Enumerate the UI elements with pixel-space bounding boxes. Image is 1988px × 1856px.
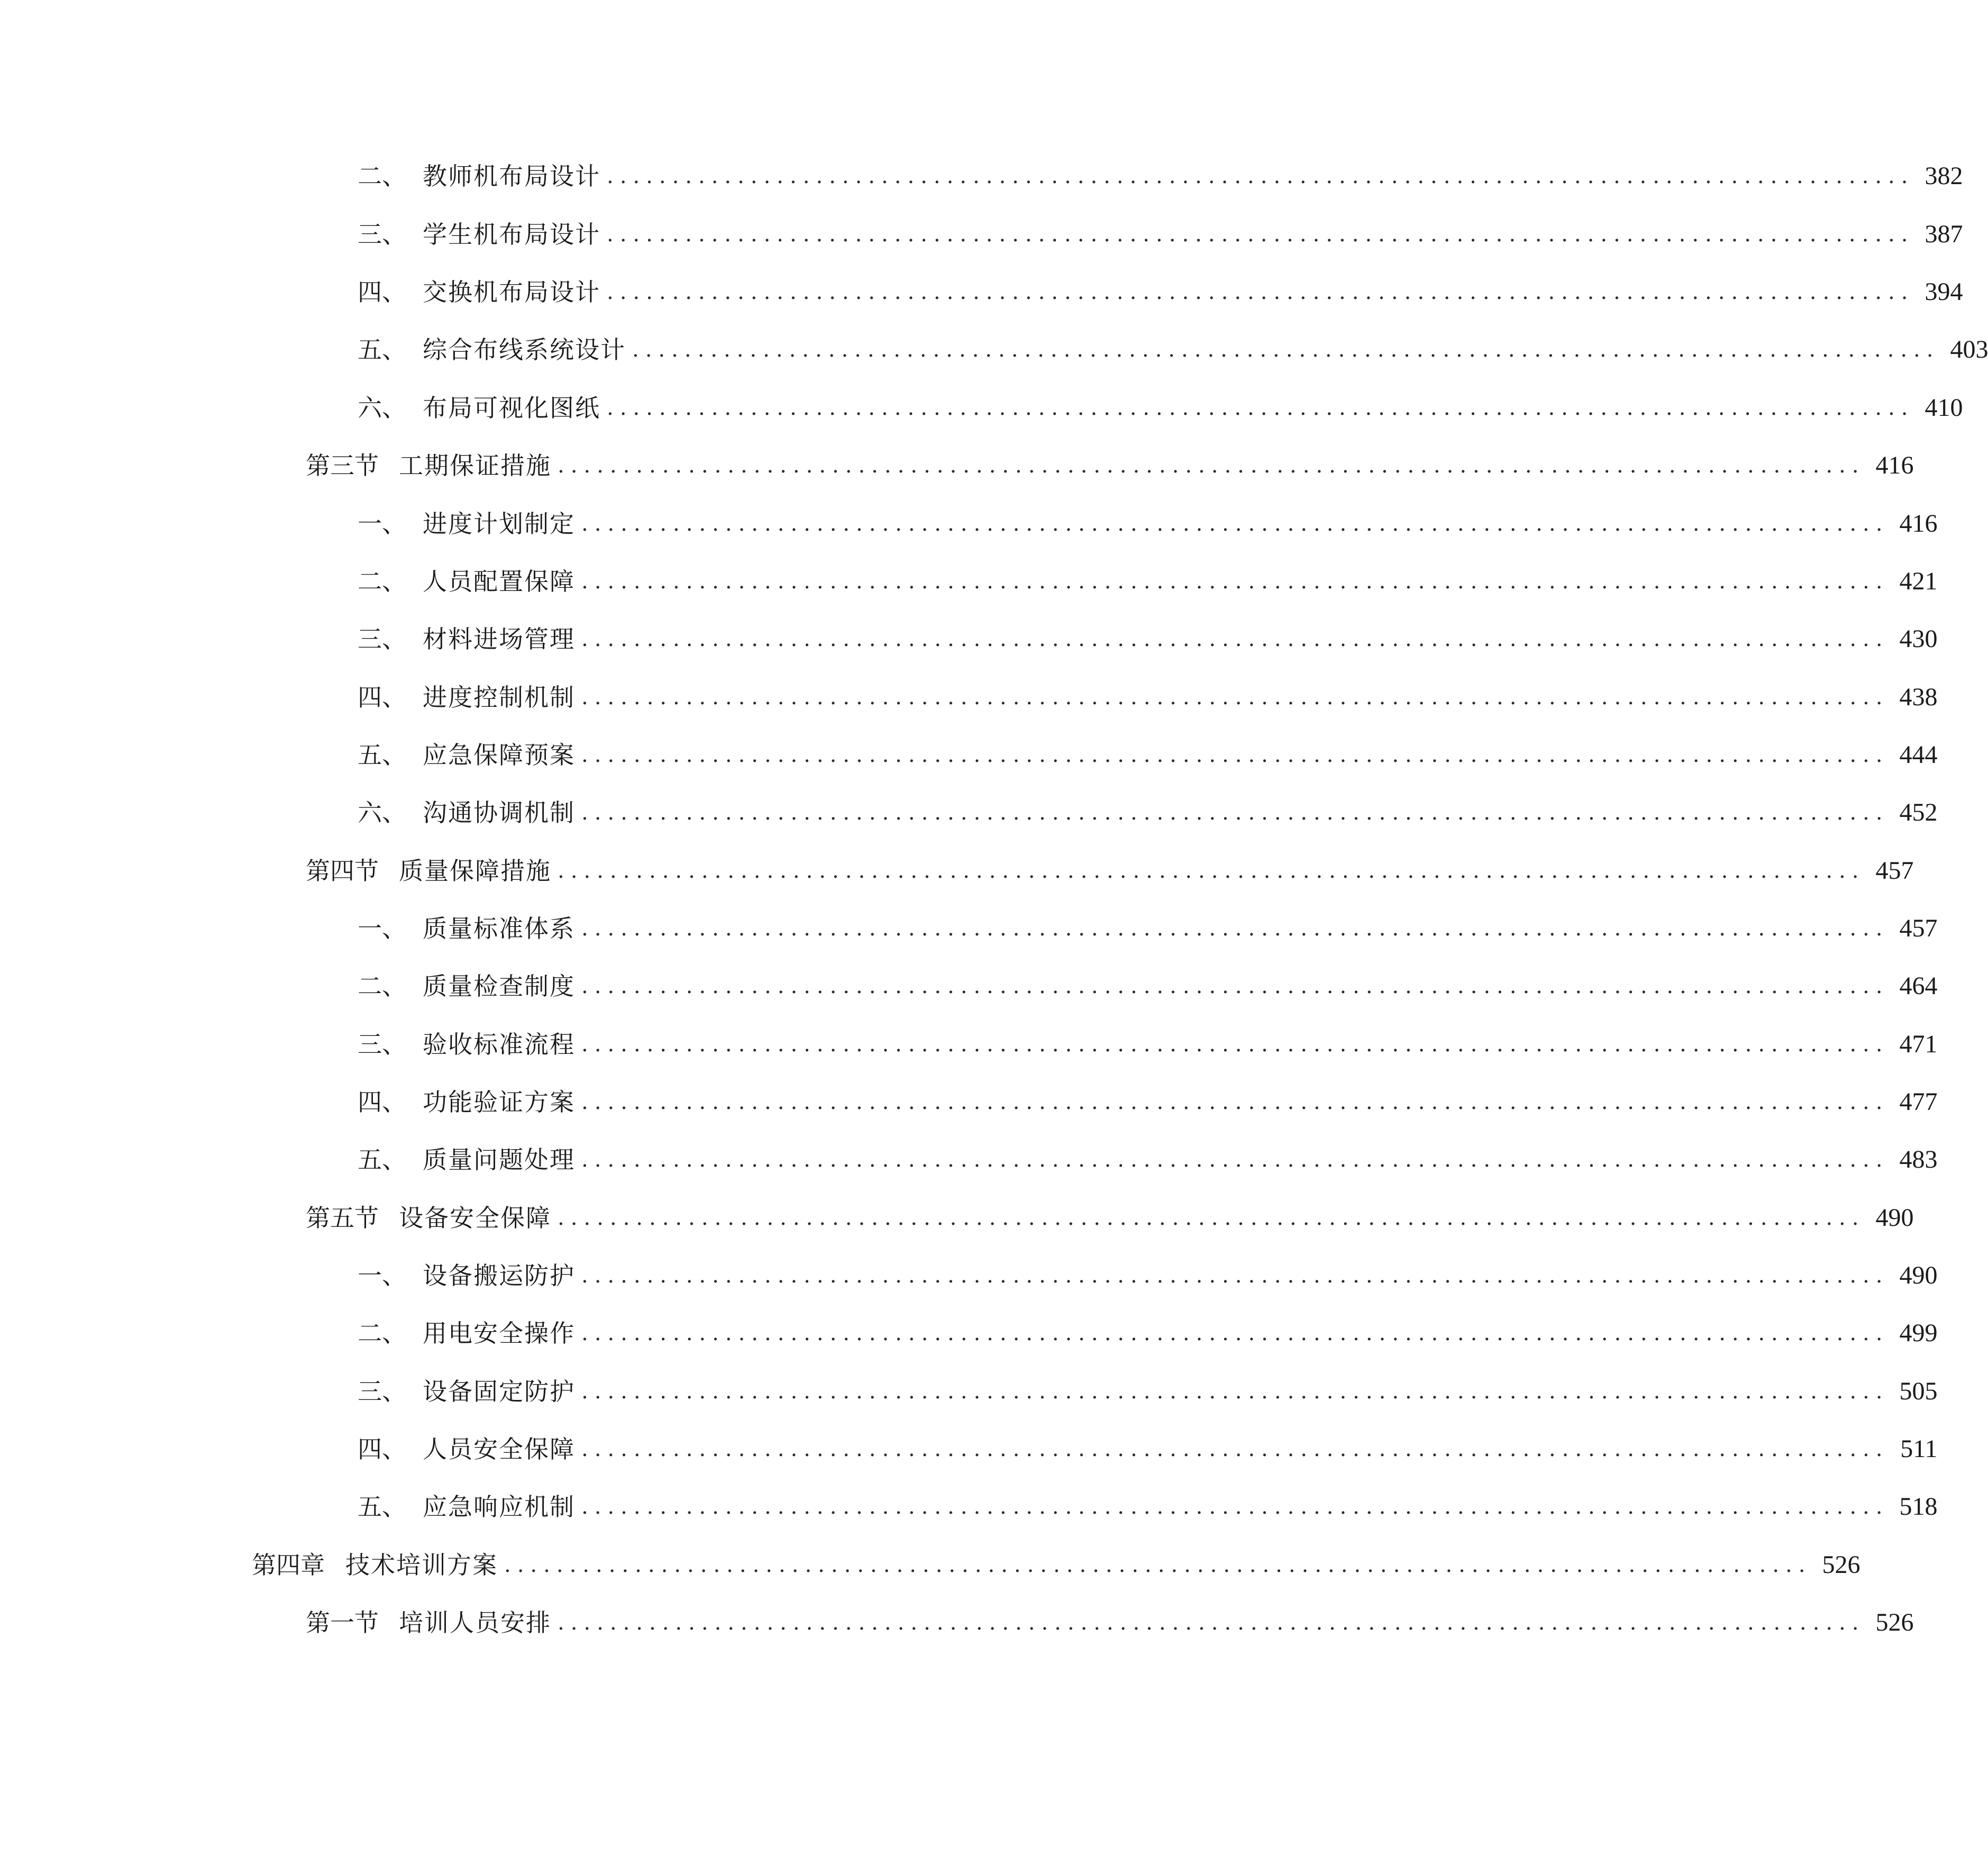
- toc-entry-page: 457: [1899, 914, 1938, 942]
- toc-entry-title: 交换机布局设计: [423, 278, 600, 306]
- toc-entry[interactable]: [358, 503, 1938, 545]
- toc-entry-number: 第四节: [306, 857, 379, 885]
- toc-entry-number: 三、: [358, 625, 406, 653]
- toc-entry-number: 五、: [358, 335, 406, 364]
- toc-entry-page: 518: [1899, 1493, 1938, 1521]
- toc-entry-title: 进度计划制定: [423, 510, 575, 538]
- toc-entry-number: 第三节: [306, 451, 379, 480]
- toc-entry-page: 471: [1899, 1030, 1938, 1058]
- toc-entry[interactable]: [358, 387, 1963, 429]
- toc-leader-dots: ....................................................................................................: [581, 685, 1889, 709]
- toc-entry[interactable]: [358, 329, 1988, 371]
- toc-entry[interactable]: [358, 560, 1938, 603]
- toc-entry-page: 394: [1925, 278, 1963, 306]
- toc-leader-dots: ....................................................................................................: [581, 1379, 1889, 1404]
- toc-entry[interactable]: [306, 444, 1914, 487]
- toc-leader-dots: ....................................................................................................: [607, 222, 1914, 247]
- toc-entry[interactable]: [358, 1486, 1938, 1528]
- toc-leader-dots: ....................................................................................................: [607, 396, 1914, 420]
- toc-entry-number: 一、: [358, 914, 406, 943]
- toc-leader-dots: ....................................................................................................: [581, 974, 1889, 998]
- toc-entry-page: 444: [1899, 741, 1938, 769]
- toc-entry-page: 438: [1899, 683, 1938, 711]
- toc-entry-number: 二、: [358, 972, 406, 1000]
- toc-leader-dots: ....................................................................................................: [581, 800, 1889, 825]
- toc-entry-number: 三、: [358, 220, 406, 249]
- toc-leader-dots: ....................................................................................................: [581, 569, 1889, 594]
- toc-entry-page: 526: [1822, 1551, 1861, 1579]
- toc-entry-title: 工期保证措施: [399, 451, 551, 480]
- toc-entry[interactable]: [358, 676, 1938, 718]
- toc-entry-title: 人员安全保障: [423, 1435, 575, 1463]
- toc-entry[interactable]: [358, 1081, 1938, 1123]
- toc-leader-dots: ....................................................................................................: [607, 164, 1914, 188]
- toc-leader-dots: ....................................................................................................: [581, 916, 1889, 941]
- toc-entry-number: 第一节: [306, 1608, 379, 1637]
- toc-entry-page: 505: [1899, 1377, 1938, 1405]
- toc-entry-number: 三、: [358, 1030, 406, 1059]
- toc-entry[interactable]: [358, 1023, 1938, 1066]
- toc-entry-title: 用电安全操作: [423, 1319, 575, 1348]
- toc-entry-number: 三、: [358, 1377, 406, 1406]
- toc-entry-number: 六、: [358, 798, 406, 827]
- toc-leader-dots: ....................................................................................................: [581, 1263, 1889, 1288]
- toc-entry-number: 四、: [358, 683, 406, 712]
- toc-entry-title: 进度控制机制: [423, 683, 575, 712]
- toc-entry[interactable]: [358, 618, 1938, 660]
- toc-entry-number: 五、: [358, 1145, 406, 1174]
- toc-entry-title: 人员配置保障: [423, 567, 575, 596]
- toc-leader-dots: ....................................................................................................: [581, 1495, 1889, 1519]
- toc-entry-number: 二、: [358, 567, 406, 596]
- toc-entry-number: 六、: [358, 394, 406, 422]
- toc-entry[interactable]: [358, 1370, 1938, 1413]
- toc-entry-page: 477: [1899, 1088, 1938, 1116]
- toc-entry[interactable]: [306, 1197, 1914, 1239]
- toc-entry-title: 应急保障预案: [423, 741, 575, 769]
- toc-leader-dots: ....................................................................................................: [558, 1206, 1865, 1230]
- toc-entry-number: 一、: [358, 1261, 406, 1290]
- toc-entry[interactable]: [358, 1428, 1938, 1470]
- toc-entry[interactable]: [358, 734, 1938, 776]
- toc-entry-page: 457: [1875, 857, 1914, 885]
- toc-entry-title: 质量标准体系: [423, 914, 575, 943]
- toc-entry-page: 416: [1899, 510, 1938, 538]
- toc-entry-title: 技术培训方案: [345, 1551, 498, 1579]
- toc-entry-title: 应急响应机制: [423, 1493, 575, 1521]
- toc-entry-page: 410: [1925, 394, 1963, 422]
- toc-entry[interactable]: [358, 965, 1938, 1007]
- toc-entry-number: 四、: [358, 1088, 406, 1116]
- toc-entry[interactable]: [358, 791, 1938, 834]
- toc-entry[interactable]: [358, 213, 1963, 256]
- toc-entry[interactable]: [358, 1254, 1938, 1297]
- toc-entry-title: 设备固定防护: [423, 1377, 575, 1406]
- toc-entry[interactable]: [358, 271, 1963, 313]
- toc-entry[interactable]: [252, 1544, 1861, 1586]
- toc-entry-page: 430: [1899, 625, 1938, 653]
- toc-leader-dots: ....................................................................................................: [581, 1032, 1889, 1057]
- toc-entry-page: 421: [1899, 567, 1938, 595]
- toc-entry-page: 490: [1899, 1261, 1938, 1289]
- toc-entry-title: 质量保障措施: [399, 857, 551, 885]
- toc-entry-title: 质量检查制度: [423, 972, 575, 1000]
- toc-leader-dots: ....................................................................................................: [581, 1321, 1889, 1345]
- toc-entry-title: 布局可视化图纸: [423, 394, 600, 422]
- toc-entry-title: 教师机布局设计: [423, 162, 600, 190]
- toc-entry-number: 四、: [358, 278, 406, 306]
- toc-entry-page: 483: [1899, 1145, 1938, 1173]
- toc-entry-number: 二、: [358, 162, 406, 190]
- toc-entry-title: 质量问题处理: [423, 1145, 575, 1174]
- toc-entry-page: 526: [1875, 1608, 1914, 1636]
- toc-leader-dots: ....................................................................................................: [504, 1553, 1812, 1577]
- toc-entry-page: 382: [1925, 162, 1963, 190]
- toc-leader-dots: ....................................................................................................: [581, 1437, 1889, 1461]
- toc-entry[interactable]: [358, 1312, 1938, 1354]
- toc-entry-title: 学生机布局设计: [423, 220, 600, 249]
- toc-entry-number: 五、: [358, 741, 406, 769]
- toc-entry-page: 416: [1875, 451, 1914, 479]
- toc-leader-dots: ....................................................................................................: [632, 338, 1940, 362]
- toc-entry-number: 第四章: [252, 1551, 325, 1579]
- toc-entry-title: 培训人员安排: [399, 1608, 551, 1637]
- toc-entry-title: 综合布线系统设计: [423, 335, 626, 364]
- toc-entry-page: 499: [1899, 1319, 1938, 1347]
- toc-leader-dots: ....................................................................................................: [581, 512, 1889, 536]
- toc-entry-title: 验收标准流程: [423, 1030, 575, 1059]
- toc-entry-number: 五、: [358, 1493, 406, 1521]
- toc-entry-page: 403: [1950, 335, 1988, 363]
- toc-entry-number: 一、: [358, 510, 406, 538]
- toc-entry[interactable]: [306, 850, 1914, 892]
- toc-entry-title: 材料进场管理: [423, 625, 575, 653]
- toc-entry[interactable]: [358, 1139, 1938, 1181]
- toc-entry-title: 设备安全保障: [399, 1204, 551, 1232]
- toc-entry-page: 511: [1900, 1435, 1938, 1463]
- toc-leader-dots: ....................................................................................................: [607, 280, 1914, 304]
- toc-entry[interactable]: [358, 155, 1963, 197]
- toc-entry-title: 沟通协调机制: [423, 798, 575, 827]
- toc-entry-page: 452: [1899, 798, 1938, 826]
- toc-leader-dots: ....................................................................................................: [581, 627, 1889, 651]
- toc-leader-dots: ....................................................................................................: [581, 743, 1889, 767]
- toc-entry-title: 功能验证方案: [423, 1088, 575, 1116]
- toc-entry-number: 第五节: [306, 1204, 379, 1232]
- toc-entry-page: 490: [1875, 1204, 1914, 1232]
- toc-entry-page: 464: [1899, 972, 1938, 1000]
- toc-leader-dots: ....................................................................................................: [558, 1611, 1865, 1635]
- toc-entry-title: 设备搬运防护: [423, 1261, 575, 1290]
- toc-leader-dots: ....................................................................................................: [581, 1090, 1889, 1114]
- toc-leader-dots: ....................................................................................................: [558, 453, 1865, 478]
- toc-leader-dots: ....................................................................................................: [558, 859, 1865, 883]
- toc-entry[interactable]: [358, 907, 1938, 950]
- toc-entry-page: 387: [1925, 220, 1963, 248]
- toc-entry[interactable]: [306, 1602, 1914, 1644]
- toc-entry-number: 四、: [358, 1435, 406, 1463]
- toc-leader-dots: ....................................................................................................: [581, 1148, 1889, 1172]
- toc-entry-number: 二、: [358, 1319, 406, 1348]
